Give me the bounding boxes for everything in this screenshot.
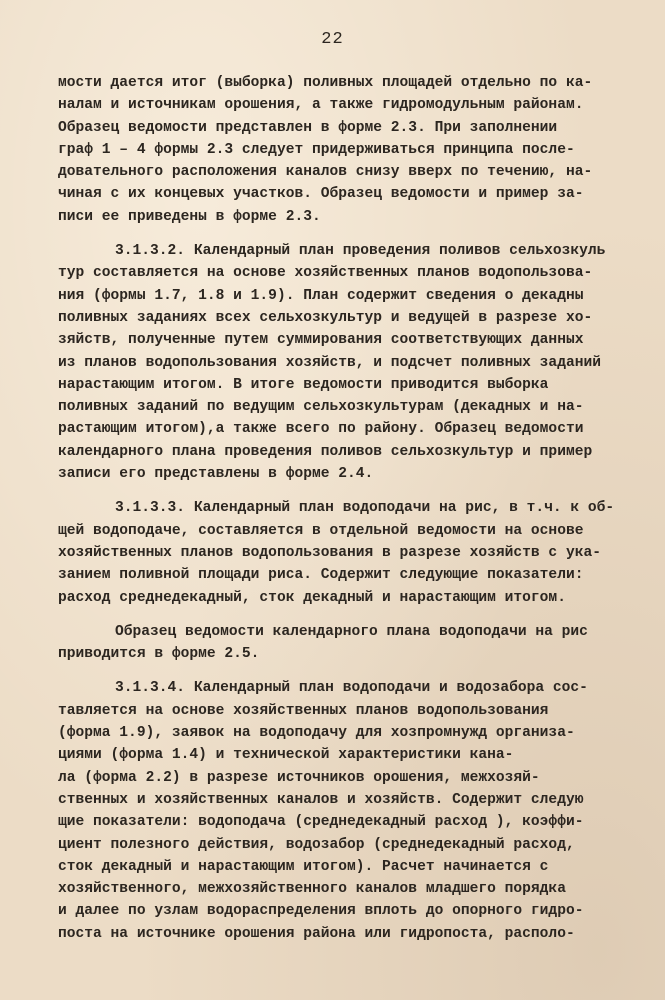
- text-line: ла (форма 2.2) в разрезе источников орошения, межхозяй-: [58, 769, 540, 786]
- paragraph-sample-form-2-5: [58, 621, 658, 666]
- text-line: 3.1.3.2. Календарный план проведения поливов сельхозкуль: [115, 243, 606, 260]
- text-line: циями (форма 1.4) и технической характеристики кана-: [58, 747, 514, 764]
- text-line: поста на источнике орошения района или гидропоста, располо-: [58, 925, 575, 942]
- text-line: циент полезного действия, водозабор (среднедекадный расход,: [58, 836, 575, 853]
- text-line: 3.1.3.3. Календарный план водоподачи на рис, в т.ч. к об-: [115, 500, 615, 517]
- paragraph-gap: [58, 665, 658, 677]
- paragraph-gap: [58, 485, 658, 497]
- text-line: граф 1 – 4 формы 2.3 следует придерживаться принципа после-: [58, 141, 575, 158]
- paragraph-3-1-3-4: [58, 677, 658, 945]
- text-line: и далее по узлам водораспределения вплоть до опорного гидро-: [58, 903, 584, 920]
- paragraph-gap: [58, 228, 658, 240]
- text-line: ственных и хозяйственных каналов и хозяйств. Содержит следую: [58, 791, 584, 808]
- text-line: ния (формы 1.7, 1.8 и 1.9). План содержит сведения о декадны: [58, 287, 584, 304]
- text-line: тавляется на основе хозяйственных планов водопользования: [58, 702, 549, 719]
- text-line: занием поливной площади риса. Содержит следующие показатели:: [58, 567, 584, 584]
- text-line: записи его представлены в форме 2.4.: [58, 466, 374, 483]
- paragraph-intro-continuation: [58, 72, 658, 228]
- text-line: налам и источникам орошения, а также гидромодульным районам.: [58, 97, 584, 114]
- text-line: (форма 1.9), заявок на водоподачу для хозпромнужд организа-: [58, 725, 575, 742]
- text-line: приводится в форме 2.5.: [58, 646, 260, 663]
- text-line: Образец ведомости представлен в форме 2.3. При заполнении: [58, 119, 558, 136]
- text-line: щие показатели: водоподача (среднедекадный расход ), коэффи-: [58, 814, 584, 831]
- page-text: [58, 72, 658, 945]
- text-line: зяйств, полученные путем суммирования соответствующих данных: [58, 332, 584, 349]
- text-line: нарастающим итогом. В итоге ведомости приводится выборка: [58, 376, 549, 393]
- text-line: календарного плана проведения поливов сельхозкультур и пример: [58, 443, 593, 460]
- text-line: мости дается итог (выборка) поливных площадей отдельно по ка-: [58, 75, 593, 91]
- paragraph-3-1-3-2: [58, 240, 658, 485]
- text-line: из планов водопользования хозяйств, и подсчет поливных заданий: [58, 354, 601, 371]
- text-line: расход среднедекадный, сток декадный и нарастающим итогом.: [58, 589, 566, 606]
- text-line: поливных заданиях всех сельхозкультур и ведущей в разрезе хо-: [58, 309, 593, 326]
- paragraph-gap: [58, 609, 658, 621]
- page-number: 22: [321, 30, 344, 49]
- text-line: чиная с их концевых участков. Образец ведомости и пример за-: [58, 186, 584, 203]
- text-line: растающим итогом),а также всего по району. Образец ведомости: [58, 421, 584, 438]
- text-line: Образец ведомости календарного плана водоподачи на рис: [115, 623, 588, 640]
- text-line: тур составляется на основе хозяйственных планов водопользова-: [58, 265, 593, 282]
- text-line: хозяйственных планов водопользования в разрезе хозяйств с ука-: [58, 544, 601, 561]
- text-line: щей водоподаче, составляется в отдельной ведомости на основе: [58, 522, 584, 539]
- text-line: 3.1.3.4. Календарный план водоподачи и водозабора сос-: [115, 680, 588, 697]
- text-line: сток декадный и нарастающим итогом). Расчет начинается с: [58, 858, 549, 875]
- text-line: довательного расположения каналов снизу вверх по течению, на-: [58, 164, 593, 181]
- text-line: поливных заданий по ведущим сельхозкультурам (декадных и на-: [58, 399, 584, 416]
- text-line: писи ее приведены в форме 2.3.: [58, 208, 321, 225]
- text-line: хозяйственного, межхозяйственного каналов младшего порядка: [58, 881, 566, 898]
- paragraph-3-1-3-3: [58, 497, 658, 608]
